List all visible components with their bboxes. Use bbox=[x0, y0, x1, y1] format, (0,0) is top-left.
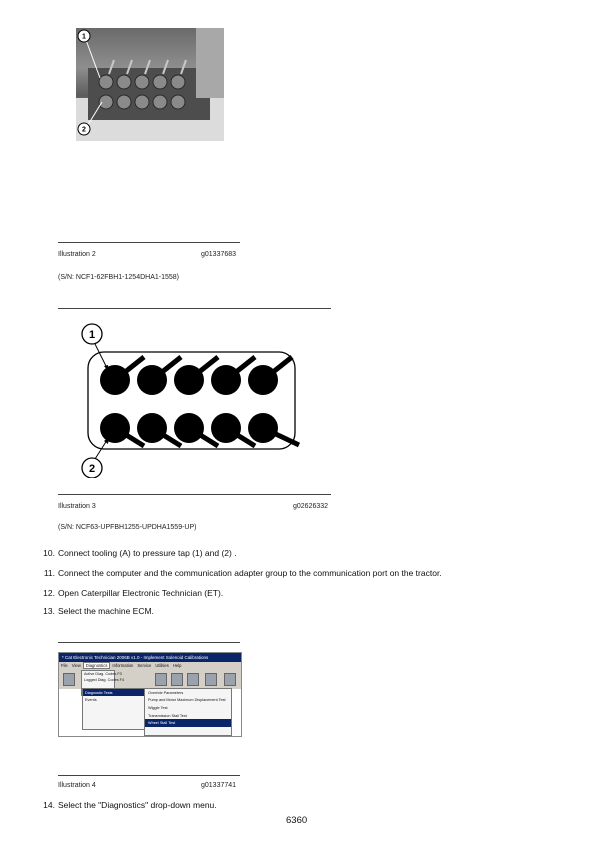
illustration-3-code: g02626332 bbox=[293, 503, 329, 510]
step-text: Select the "Diagnostics" drop-down menu. bbox=[58, 800, 217, 810]
et-menu-item-override-parameters: Override Parameters bbox=[148, 690, 184, 695]
illustration-3-label: Illustration 3 bbox=[58, 503, 96, 510]
caption-rule bbox=[58, 242, 240, 243]
wrench-icon bbox=[187, 673, 199, 686]
illustration-4-code: g01337741 bbox=[201, 782, 237, 789]
et-menubar bbox=[59, 662, 241, 669]
step-text: Open Caterpillar Electronic Technician (ET). bbox=[58, 588, 224, 598]
diagram-callout-2: 2 bbox=[88, 463, 96, 475]
et-menu-item-pump-motor-test: Pump and Motor Maximum Displacement Test bbox=[148, 698, 226, 703]
printer-icon bbox=[63, 673, 75, 686]
caption-rule bbox=[58, 775, 240, 776]
step-text: Connect the computer and the communication adapter group to the communication port on the tractor. bbox=[58, 568, 442, 578]
et-menu-utilities: Utilities bbox=[155, 663, 169, 668]
et-menu-diagnostics: Diagnostics bbox=[83, 662, 111, 669]
et-menu-view: View bbox=[71, 663, 81, 668]
step-14 bbox=[37, 800, 217, 810]
caption-rule bbox=[58, 494, 331, 495]
photo-callout-2: 2 bbox=[82, 126, 86, 134]
et-menu-item-wheel-stall-test: Wheel Stall Test bbox=[145, 719, 231, 727]
illustration-3-top-rule bbox=[58, 308, 331, 309]
edit-icon bbox=[224, 673, 236, 686]
step-number: 11. bbox=[43, 568, 55, 578]
tool-icon bbox=[171, 673, 183, 686]
et-menu-item-diagnostic-tests: Diagnostic Tests bbox=[83, 689, 145, 696]
illustration-2-serial: (S/N: NCF1-62FBH1-1254DHA1-1558) bbox=[58, 274, 179, 281]
illustration-3-serial: (S/N: NCF63-UPFBH1255-UPDHA1559-UP) bbox=[58, 524, 197, 531]
et-menu-item-transmission-stall-test: Transmission Stall Test bbox=[148, 713, 187, 718]
step-text: Select the machine ECM. bbox=[58, 606, 154, 616]
illustration-2-code: g01337683 bbox=[201, 251, 237, 258]
module-icon bbox=[155, 673, 167, 686]
et-menu-service: Service bbox=[137, 663, 152, 668]
illustration-2-label: Illustration 2 bbox=[58, 251, 96, 258]
illustration-2-photo bbox=[76, 28, 224, 141]
step-11 bbox=[37, 568, 442, 578]
et-menu-item-logged-codes: Logged Diag. Codes F4 bbox=[84, 678, 125, 682]
step-number: 10. bbox=[43, 548, 55, 558]
illustration-4-top-rule bbox=[58, 642, 240, 643]
arrows-icon bbox=[205, 673, 217, 686]
et-menu-information: Information bbox=[112, 663, 134, 668]
et-menu-item-wiggle-test: Wiggle Test bbox=[148, 705, 168, 710]
page-number: 6360 bbox=[286, 815, 308, 826]
step-12 bbox=[37, 588, 223, 598]
step-number: 12. bbox=[43, 588, 55, 598]
et-menu-item-active-codes: Active Diag. Codes F3 bbox=[84, 672, 122, 676]
et-menu-item-events: Events bbox=[85, 697, 97, 702]
step-13 bbox=[37, 606, 154, 616]
et-tests-menu bbox=[144, 688, 232, 736]
et-diagnostics-submenu bbox=[82, 688, 146, 730]
et-menu-file: File bbox=[61, 663, 68, 668]
illustration-3-diagram bbox=[70, 320, 310, 478]
et-window-title: * Cat Electronic Technician 2006B v1.0 - Implement Solenoid Calibrations bbox=[59, 653, 241, 662]
et-screenshot bbox=[58, 652, 242, 737]
step-number: 14. bbox=[43, 800, 55, 810]
et-menu-help: Help bbox=[172, 663, 182, 668]
illustration-4-label: Illustration 4 bbox=[58, 782, 96, 789]
step-10 bbox=[37, 548, 237, 558]
diagram-callout-1: 1 bbox=[88, 329, 96, 341]
step-text: Connect tooling (A) to pressure tap (1) and (2) . bbox=[58, 548, 237, 558]
step-number: 13. bbox=[43, 606, 55, 616]
photo-callout-1: 1 bbox=[82, 33, 86, 41]
